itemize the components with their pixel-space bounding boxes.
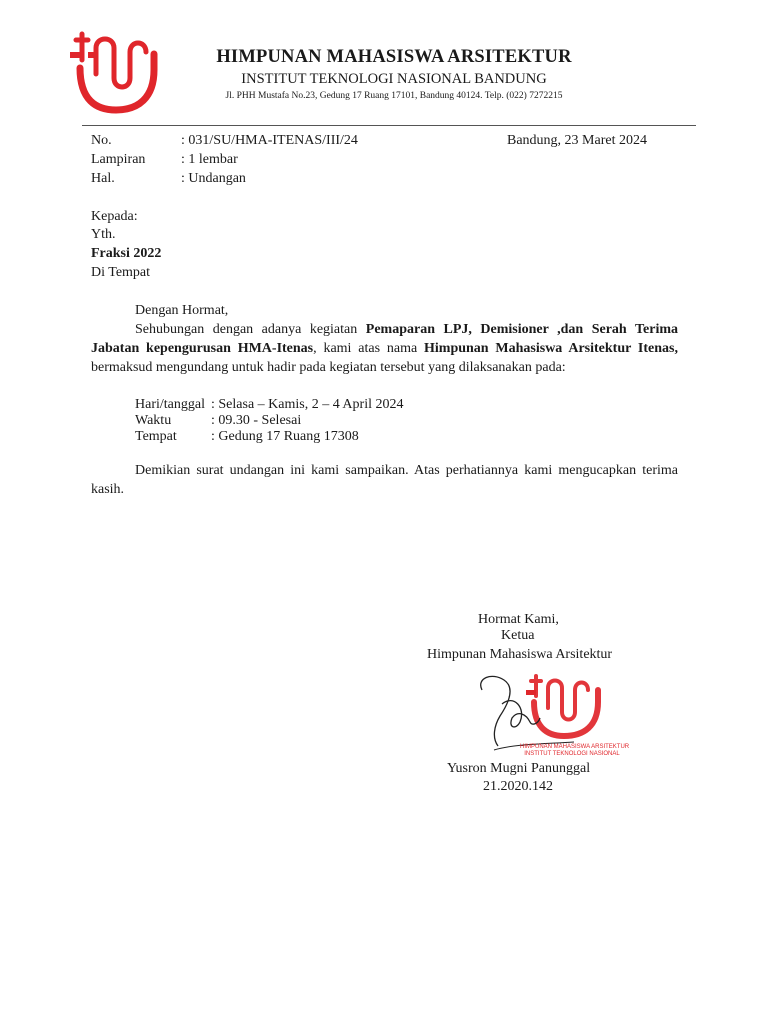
stamp-line-1: HIMPUNAN MAHASISWA ARSITEKTUR: [520, 744, 630, 750]
hal-value: : Undangan: [181, 171, 246, 186]
waktu-label: Waktu: [135, 413, 172, 428]
hal-label: Hal.: [91, 171, 115, 186]
header-divider: [82, 125, 696, 126]
closing-paragraph: [91, 461, 678, 499]
sign-org: Himpunan Mahasiswa Arsitektur: [427, 647, 613, 662]
hari-value: : Selasa – Kamis, 2 – 4 April 2024: [211, 397, 404, 412]
stamp-line-2: INSTITUT TEKNOLOGI NASIONAL: [524, 751, 620, 757]
p1-event-name: Pemaparan LPJ, Demisioner ,dan Serah Terima Jabatan kepengurusan HMA-Itenas: [91, 322, 678, 356]
recipient-yth: Yth.: [91, 227, 116, 242]
org-address: Jl. PHH Mustafa No.23, Gedung 17 Ruang 17101, Bandung 40124. Telp. (022) 7272215: [225, 91, 563, 101]
p1-org-name: Himpunan Mahasiswa Arsitektur Itenas,: [424, 341, 678, 356]
closing-text: Demikian surat undangan ini kami sampaikan. Atas perhatiannya kami mengucapkan terima kasih.: [91, 463, 678, 497]
org-stamp: [474, 664, 630, 760]
greeting: Dengan Hormat,: [135, 303, 229, 318]
p1-text-e: bermaksud mengundang untuk hadir pada kegiatan tersebut yang dilaksanakan pada:: [91, 360, 566, 375]
org-institution: INSTITUT TEKNOLOGI NASIONAL BANDUNG: [241, 71, 547, 87]
sign-salutation: Hormat Kami,: [478, 612, 559, 627]
body-paragraph: [91, 320, 678, 377]
recipient-name: Fraksi 2022: [91, 246, 162, 261]
signer-id: 21.2020.142: [483, 779, 553, 794]
tempat-label: Tempat: [135, 429, 177, 444]
p1-text-a: Sehubungan dengan adanya kegiatan: [135, 322, 366, 337]
waktu-value: : 09.30 - Selesai: [211, 413, 302, 428]
recipient-kepada: Kepada:: [91, 209, 138, 224]
signer-name: Yusron Mugni Panunggal: [447, 761, 591, 776]
lampiran-label: Lampiran: [91, 152, 146, 167]
letter-date: Bandung, 23 Maret 2024: [507, 133, 647, 148]
tempat-value: : Gedung 17 Ruang 17308: [211, 429, 359, 444]
recipient-place: Di Tempat: [91, 265, 151, 280]
hari-label: Hari/tanggal: [135, 397, 205, 412]
sign-role: Ketua: [501, 628, 535, 643]
lampiran-value: : 1 lembar: [181, 152, 238, 167]
no-value: : 031/SU/HMA-ITENAS/III/24: [181, 133, 358, 148]
p1-text-c: , kami atas nama: [313, 341, 424, 356]
no-label: No.: [91, 133, 112, 148]
org-name: HIMPUNAN MAHASISWA ARSITEKTUR: [216, 47, 572, 67]
